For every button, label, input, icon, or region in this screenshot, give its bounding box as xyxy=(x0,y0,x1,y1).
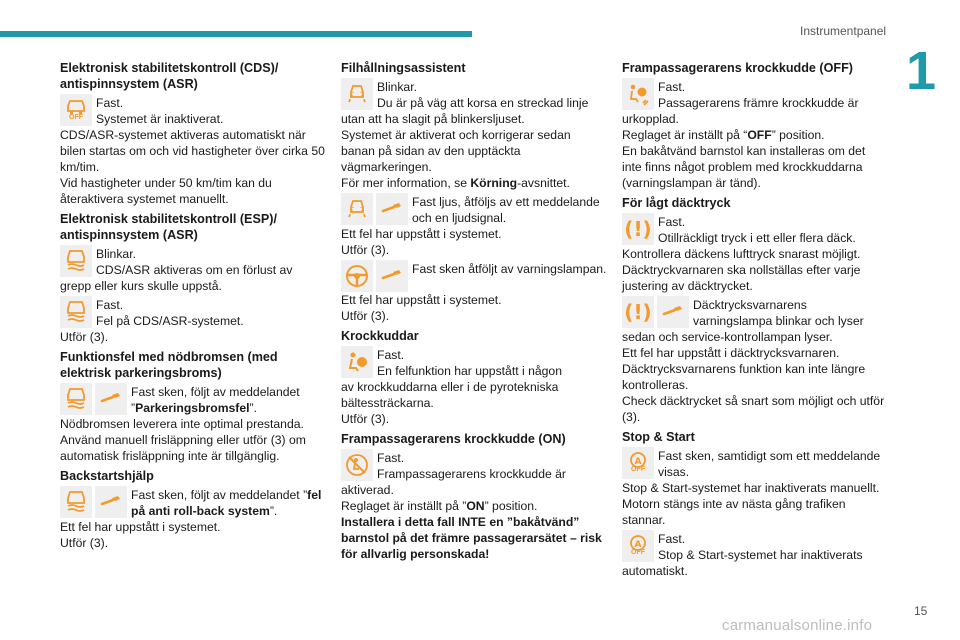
paragraph: grepp eller kurs skulle uppstå. xyxy=(60,279,222,293)
wrench-icon xyxy=(95,383,127,415)
section-title: Stop & Start xyxy=(622,430,695,444)
icon-block xyxy=(60,94,326,127)
icon-block xyxy=(622,78,888,111)
paragraph: Ett fel har uppstått i systemet. xyxy=(60,520,221,534)
icon-block xyxy=(622,447,888,480)
header-title: Instrumentpanel xyxy=(800,24,887,38)
icon-text: Fast ljus, åtföljs av ett meddelande och en ljudsignal. xyxy=(412,195,600,225)
header-accent-bar xyxy=(0,31,472,37)
paragraph: Vid hastigheter under 50 km/tim kan du återaktivera systemet manuellt. xyxy=(60,176,272,206)
paragraph: av krockkuddarna eller i de pyrotekniska bältessträckarna. xyxy=(341,380,559,410)
paragraph: utan att ha slagit på blinkersljuset. xyxy=(341,112,525,126)
section-title: Funktionsfel med nödbromsen (med elektrisk parkeringsbroms) xyxy=(60,350,278,380)
paragraph: automatiskt. xyxy=(622,564,688,578)
icon-text: Fast. xyxy=(377,451,405,465)
paragraph: Reglaget är inställt på “OFF” position. xyxy=(622,128,825,142)
icon-text: Otillräckligt tryck i ett eller flera däck. xyxy=(658,231,856,245)
icon-text: Stop & Start-systemet har inaktiverats xyxy=(658,548,863,562)
section-title: Frampassagerarens krockkudde (OFF) xyxy=(622,61,853,75)
icon-block xyxy=(622,530,888,563)
icon-text: Fast sken, följt av meddelandet ”Parkeringsbromsfel”. xyxy=(131,385,300,415)
section-low-tyre-pressure xyxy=(622,195,888,425)
chapter-number: 1 xyxy=(906,41,937,101)
airbag-off-icon xyxy=(341,449,373,481)
paragraph: Utför (3). xyxy=(341,243,390,257)
icon-block xyxy=(60,296,326,329)
section-hill-start xyxy=(60,468,326,551)
esp-icon xyxy=(60,383,92,415)
tyre-pressure-icon: (!) xyxy=(622,296,654,328)
icon-text: Fast sken, samtidigt som ett meddelande visas. xyxy=(658,449,881,479)
stop-start-off-icon: OFF xyxy=(622,530,654,562)
paragraph: urkopplad. xyxy=(622,112,679,126)
section-title: För lågt däcktryck xyxy=(622,196,731,210)
paragraph: Utför (3). xyxy=(341,412,390,426)
section-title: Krockkuddar xyxy=(341,329,419,343)
section-title: Filhållningsassistent xyxy=(341,61,466,75)
icon-text: Du är på väg att korsa en streckad linje xyxy=(377,96,589,110)
lane-keep-icon xyxy=(341,193,373,225)
paragraph: CDS/ASR-systemet aktiveras automatiskt när bilen startas om och vid hastigheter över cirka 50 km/tim. xyxy=(60,128,325,174)
paragraph: Ett fel har uppstått i systemet. xyxy=(341,293,502,307)
warning-text: Installera i detta fall INTE en ”bakåtvänd” barnstol på det främre passagerarsätet – risk för allvarlig personskada! xyxy=(341,515,602,561)
stop-start-off-icon: OFF xyxy=(622,447,654,479)
icon-text: Fast. xyxy=(658,80,686,94)
icon-block xyxy=(60,486,326,519)
airbag-icon xyxy=(341,346,373,378)
section-emergency-brake xyxy=(60,349,326,464)
paragraph: sedan och service-kontrollampan lyser. xyxy=(622,330,833,344)
column-3 xyxy=(622,60,888,583)
wrench-icon xyxy=(376,193,408,225)
column-1 xyxy=(60,60,326,555)
paragraph: Check däcktrycket så snart som möjligt och utför (3). xyxy=(622,394,885,424)
icon-text: Fast sken åtföljt av varningslampan. xyxy=(412,262,607,276)
wrench-icon xyxy=(376,260,408,292)
icon-block xyxy=(60,383,326,416)
icon-block xyxy=(622,213,888,246)
icon-text: Fast. xyxy=(658,532,686,546)
paragraph: Reglaget är inställt på ”ON” position. xyxy=(341,499,538,513)
section-stop-start xyxy=(622,429,888,579)
icon-text: En felfunktion har uppstått i någon xyxy=(377,364,562,378)
paragraph: Kontrollera däckens lufttryck snarast möjligt. xyxy=(622,247,861,261)
lane-keep-icon xyxy=(341,78,373,110)
icon-text: Fast. xyxy=(658,215,686,229)
icon-text: Blinkar. xyxy=(377,80,417,94)
icon-text: Fast. xyxy=(96,298,124,312)
icon-text: Frampassagerarens krockkudde är xyxy=(377,467,566,481)
section-lane-keeping xyxy=(341,60,607,324)
steering-icon xyxy=(341,260,373,292)
wrench-icon xyxy=(657,296,689,328)
wrench-icon xyxy=(95,486,127,518)
icon-block xyxy=(341,193,607,226)
icon-block xyxy=(341,449,607,482)
section-passenger-airbag-on xyxy=(341,431,607,562)
paragraph: Utför (3). xyxy=(60,536,109,550)
airbag-on-icon xyxy=(622,78,654,110)
paragraph: Däcktrycksvarnarens funktion kan inte längre kontrolleras. xyxy=(622,362,866,392)
icon-text: Däcktrycksvarnarens varningslampa blinkar och lyser xyxy=(693,298,864,328)
esp-icon xyxy=(60,486,92,518)
icon-text: Passagerarens främre krockkudde är xyxy=(658,96,859,110)
icon-text: Fast. xyxy=(96,96,124,110)
watermark: carmanualsonline.info xyxy=(722,617,873,634)
paragraph: En bakåtvänd barnstol kan installeras om det inte finns något problem med krockkuddarna (varningslampan är tänd). xyxy=(622,144,866,190)
section-title: Backstartshjälp xyxy=(60,469,154,483)
icon-block xyxy=(622,296,888,329)
paragraph: Stop & Start-systemet har inaktiverats manuellt. xyxy=(622,481,880,495)
icon-block xyxy=(341,260,607,292)
paragraph: Motorn stängs inte av nästa gång trafiken stannar. xyxy=(622,497,846,527)
paragraph: Ett fel har uppstått i däcktrycksvarnaren. xyxy=(622,346,840,360)
paragraph: Systemet är aktiverat och korrigerar sedan banan på sidan av den upptäckta vägmarkeringen. xyxy=(341,128,571,174)
icon-block xyxy=(341,346,607,379)
icon-text: Systemet är inaktiverat. xyxy=(96,112,224,126)
paragraph: Däcktryckvarnaren ska nollställas efter varje justering av däcktrycket. xyxy=(622,263,861,293)
paragraph: Ett fel har uppstått i systemet. xyxy=(341,227,502,241)
icon-text: CDS/ASR aktiveras om en förlust av xyxy=(96,263,293,277)
icon-text: Fel på CDS/ASR-systemet. xyxy=(96,314,244,328)
esp-icon xyxy=(60,245,92,277)
page-number: 15 xyxy=(914,604,928,618)
icon-block xyxy=(341,78,607,111)
icon-text: Fast sken, följt av meddelandet ”fel på anti roll-back system”. xyxy=(131,488,322,518)
section-title: Elektronisk stabilitetskontroll (ESP)/ antispinnsystem (ASR) xyxy=(60,212,277,242)
section-title: Elektronisk stabilitetskontroll (CDS)/ antispinnsystem (ASR) xyxy=(60,61,279,91)
section-esp-asr xyxy=(60,211,326,345)
esp-off-icon: OFF xyxy=(60,94,92,126)
column-2 xyxy=(341,60,607,566)
section-title: Frampassagerarens krockkudde (ON) xyxy=(341,432,566,446)
section-airbags xyxy=(341,328,607,427)
paragraph: Utför (3). xyxy=(60,330,109,344)
paragraph: Använd manuell frisläppning eller utför (3) om automatisk frisläppning inte är tillgänglig. xyxy=(60,433,306,463)
section-cds-asr xyxy=(60,60,326,207)
paragraph: Utför (3). xyxy=(341,309,390,323)
section-passenger-airbag-off xyxy=(622,60,888,191)
esp-icon xyxy=(60,296,92,328)
paragraph: Nödbromsen leverera inte optimal prestanda. xyxy=(60,417,304,431)
icon-text: Fast. xyxy=(377,348,405,362)
tyre-pressure-icon: (!) xyxy=(622,213,654,245)
paragraph: För mer information, se Körning-avsnittet. xyxy=(341,176,570,190)
icon-text: Blinkar. xyxy=(96,247,136,261)
icon-block xyxy=(60,245,326,278)
paragraph: aktiverad. xyxy=(341,483,394,497)
